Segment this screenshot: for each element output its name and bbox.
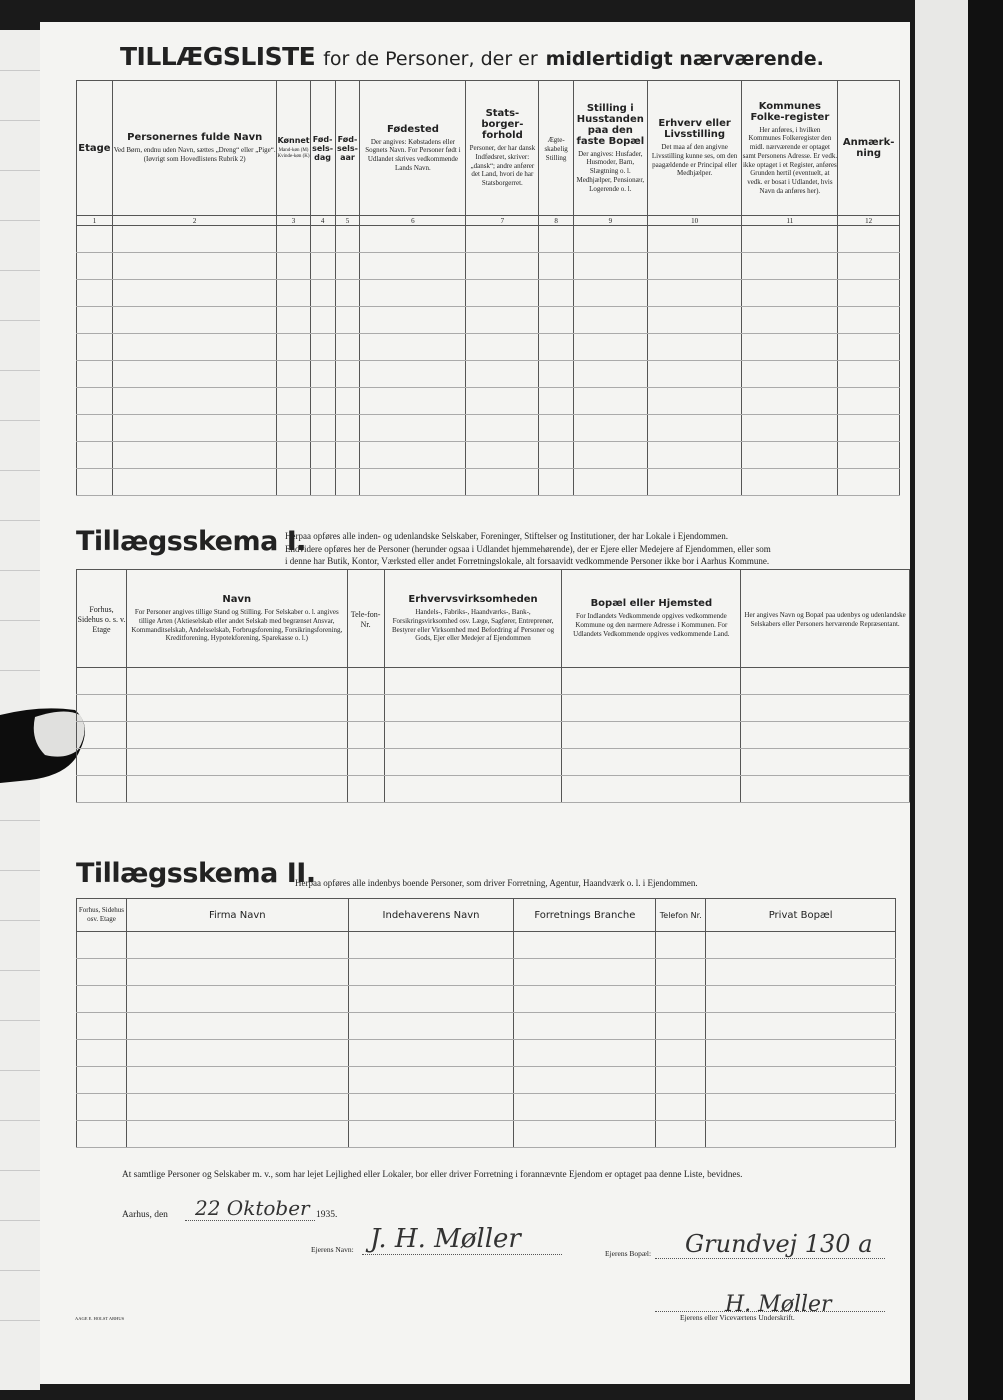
table-row [77,1013,896,1040]
col-number: 2 [112,216,277,226]
skema1-header-residence: Bopæl eller Hjemsted For Indlandets Vedkommende opgives vedkommende Kommune og den nærmere Adresse i Kommunen. For Udlandets Vedkommende opgives vedkommende Land. [562,570,741,668]
table-row [77,695,910,722]
date-handwritten: 22 Oktober [195,1196,310,1220]
owner-name-handwritten: J. H. Møller [370,1224,521,1254]
col-number: 5 [335,216,360,226]
table-row [77,749,910,776]
year: 1935. [316,1210,338,1220]
header-citizenship: Stats-borger-forhold Personer, der har dansk Indfødsret, skriver: „dansk“; andre anfører det Land, hvori de har Statsborgerret. [466,81,539,216]
owner-address-label: Ejerens Bopæl: [605,1249,652,1258]
title-bold: midlertidigt nærværende. [545,48,824,70]
col-number: 10 [647,216,742,226]
owner-name-line [362,1254,562,1255]
col-number: 7 [466,216,539,226]
skema2-header-owner: Indehaverens Navn [348,899,514,932]
skema2-header-residence: Privat Bopæl [706,899,896,932]
skema2-header-branch: Forretnings Branche [514,899,656,932]
table-row [77,307,900,334]
table-row [77,442,900,469]
table-row [77,469,900,496]
col-number: 12 [838,216,900,226]
table-row [77,1094,896,1121]
table-row [77,415,900,442]
dark-border [968,0,1003,1400]
table-row [77,959,896,986]
table-row [77,226,900,253]
col-number: 8 [539,216,574,226]
table-row [77,280,900,307]
header-gender: Kønnet Mand-køn (M) Kvinde-køn (K) [277,81,310,216]
date-line [185,1220,315,1221]
skema1-title: Tillægsskema I. [76,526,307,557]
header-marital: Ægte-skabelig Stilling [539,81,574,216]
owner-name-label: Ejerens Navn: [311,1245,354,1254]
header-birthplace: Fødested Der angives: Købstadens eller Sognets Navn. For Personer født i Udlandet skrives vedkommende Lands Navn. [360,81,466,216]
place-label: Aarhus, den [122,1210,168,1220]
skema1-desc-line: Herpaa opføres alle inden- og udenlandske Selskaber, Foreninger, Stiftelser og Institutioner, der har Lokale i Ejendommen. [285,531,729,541]
skema1-header-phone: Tele-fon-Nr. [347,570,384,668]
table-row [77,1040,896,1067]
thumb-image [0,705,88,783]
skema1-header-representative: Her angives Navn og Bopæl paa udenbys og udenlandske Selskabers eller Personers herværende Repræsentant. [741,570,910,668]
table-row [77,361,900,388]
skema1-header-etage: Forhus, Sidehus o. s. v. Etage [77,570,127,668]
skema2-header-firm: Firma Navn [126,899,348,932]
table-row [77,986,896,1013]
skema1-description [285,530,905,568]
main-table-body [77,226,900,496]
header-birthday: Fød-sels-dag [310,81,335,216]
skema1-body [77,668,910,803]
page-title [120,42,824,71]
signature-label: Ejerens eller Viceværtens Underskrift. [680,1313,795,1322]
skema1-desc-line: i denne har Butik, Kontor, Værksted eller andet Forretningslokale, alt forsaavidt vedkommende Personer ikke bor i Aarhus Kommune. [285,556,770,566]
printer-mark: AAGE E. HOLST ARHUS [75,1316,125,1321]
header-household: Stilling i Husstanden paa den faste Bopæl Der angives: Husfader, Husmoder, Barn, Slægtning o. l. Medhjælper, Pensionær, Logerende o. l. [573,81,647,216]
skema2-title: Tillægsskema II. [76,858,316,889]
skema2-body [77,932,896,1148]
skema2-header-etage: Forhus, Sidehus osv. Etage [77,899,127,932]
table-row [77,668,910,695]
header-etage: Etage [77,81,113,216]
header-occupation: Erhverv eller Livsstilling Det maa af den angivne Livsstilling kunne ses, om den paagældende er Principal eller Medhjælper. [647,81,742,216]
skema2-table [76,898,896,1148]
table-row [77,722,910,749]
signature-handwritten: H. Møller [725,1292,832,1317]
table-row [77,1121,896,1148]
owner-address-line [655,1258,885,1259]
skema1-header-name: Navn For Personer angives tillige Stand og Stilling. For Selskaber o. l. angives tillige Arten (Aktieselskab eller andet Selskab med begrænset Ansvar, Kommanditselskab, Andelsselskab, Forbrugsforening, Forsikringsforening, Kreditforening, Hypotekforening, Sparekasse o. l.) [126,570,347,668]
title-main: TILLÆGSLISTE [120,42,316,71]
table-row [77,932,896,959]
col-number: 4 [310,216,335,226]
skema2-description: Herpaa opføres alle indenbys boende Personer, som driver Forretning, Agentur, Haandværk o. l. i Ejendommen. [295,878,698,888]
header-remarks: Anmærk-ning [838,81,900,216]
table-row [77,388,900,415]
col-number: 3 [277,216,310,226]
col-number: 11 [742,216,838,226]
col-number: 9 [573,216,647,226]
main-table [76,80,900,496]
title-rest: for de Personer, der er [323,48,538,70]
header-birthyear: Fød-sels-aar [335,81,360,216]
attestation-statement: At samtlige Personer og Selskaber m. v., som har lejet Lejlighed eller Lokaler, bor eller driver Forretning i forannævnte Ejendom er optaget paa denne Liste, bevidnes. [122,1170,743,1180]
signature-line [655,1311,885,1312]
table-row [77,776,910,803]
col-number: 1 [77,216,113,226]
table-row [77,1067,896,1094]
skema1-header-business: Erhvervsvirksomheden Handels-, Fabriks-, Haandværks-, Bank-, Forsikringsvirksomhed osv. Læge, Sagfører, Entreprenør, Bestyrer eller Virksomhed med Befordring af Personer og Gods, Ejer eller Medejer af Ejendommen [384,570,562,668]
table-row [77,253,900,280]
header-name: Personernes fulde Navn Ved Børn, endnu uden Navn, sættes „Dreng“ eller „Pige“. (Iøvrigt som Hovedlistens Rubrik 2) [112,81,277,216]
skema1-table [76,569,910,803]
skema2-header-phone: Telefon Nr. [656,899,706,932]
header-register: Kommunes Folke-register Her anføres, i hvilken Kommunes Folkeregister den midl. nærværende er optaget samt Personens Adresse. Er vedk. ikke optaget i et Register, anføres Grunden hertil (eventuelt, at vedk. er bosat i Udlandet, hvis Navn da anføres her). [742,81,838,216]
table-row [77,334,900,361]
col-number: 6 [360,216,466,226]
skema1-desc-line: Endvidere opføres her de Personer (herunder ogsaa i Udlandet hjemmehørende), der er Ejere eller Medejere af Ejendommen, eller som [285,543,771,554]
owner-address-handwritten: Grundvej 130 a [685,1230,873,1258]
